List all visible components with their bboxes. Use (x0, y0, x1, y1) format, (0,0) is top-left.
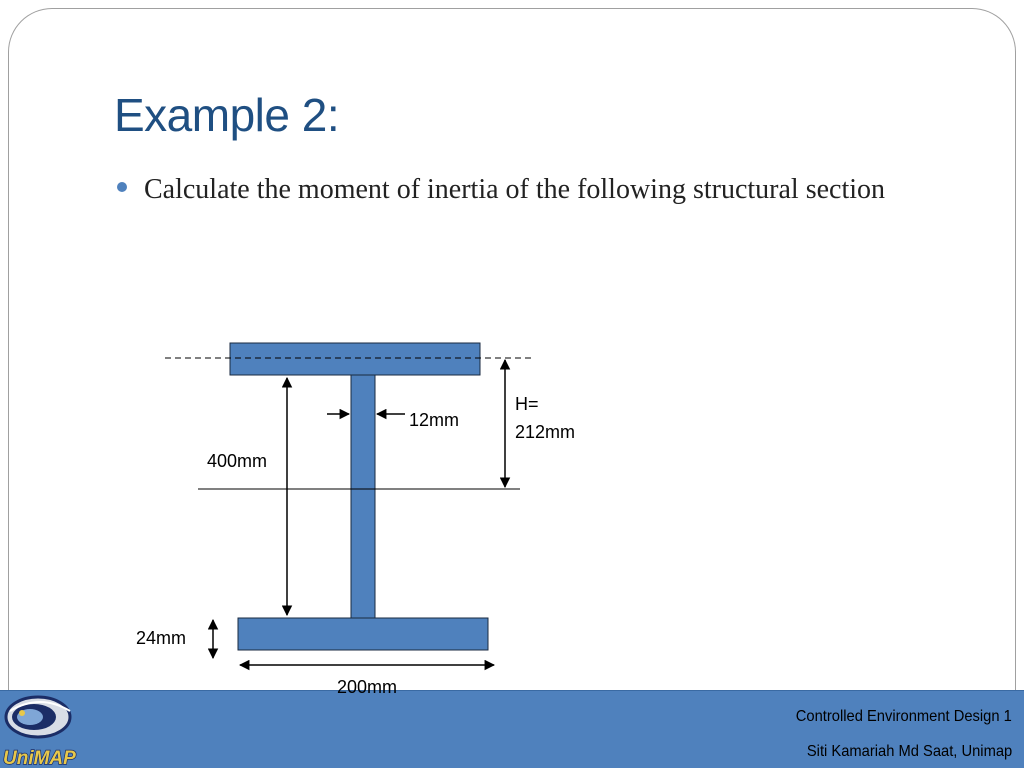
neutral-axis-height-label-1: H= (515, 394, 539, 414)
top-flange (230, 343, 480, 375)
bullet-text: Calculate the moment of inertia of the following structural section (144, 174, 886, 205)
web (351, 375, 375, 618)
web-thickness-label: 12mm (409, 410, 460, 430)
flange-width-label: 200mm (337, 677, 398, 697)
web-height-label: 400mm (207, 451, 268, 471)
neutral-axis-height-label-2: 212mm (515, 422, 576, 442)
slide-title: Example 2: (114, 89, 340, 141)
bottom-flange (238, 618, 488, 650)
footer-bar (0, 690, 1024, 768)
logo-text: UniMAP (3, 748, 76, 768)
unimap-logo (0, 691, 80, 768)
footer-course-title: Controlled Environment Design 1 (795, 708, 1012, 725)
flange-thickness-label: 24mm (136, 628, 187, 648)
footer-author: Siti Kamariah Md Saat, Unimap (806, 743, 1012, 760)
